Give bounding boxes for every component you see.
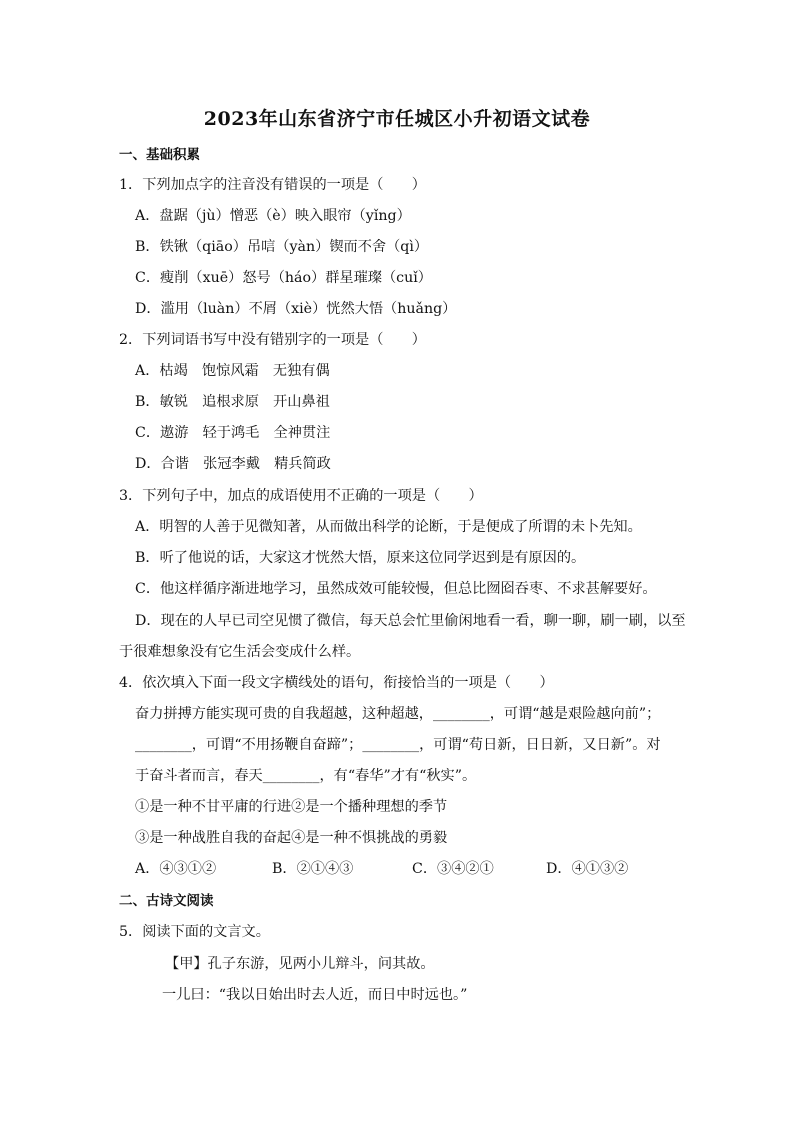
question-2-option-c: C．遨游 轻于鸿毛 全神贯注 bbox=[135, 425, 331, 441]
question-3-option-d-continued: 于很难想象没有它生活会变成什么样。 bbox=[119, 644, 361, 660]
question-2-option-d: D．合谐 张冠李戴 精兵简政 bbox=[135, 456, 331, 472]
question-1-option-b: B．铁锹（qiāo）吊唁（yàn）锲而不舍（qì） bbox=[135, 239, 429, 255]
question-2-option-a: A．枯竭 饱惊风霜 无独有偶 bbox=[135, 363, 330, 379]
question-4-item-line-2: ③是一种战胜自我的奋起④是一种不惧挑战的勇毅 bbox=[135, 830, 448, 846]
question-1-stem: 1．下列加点字的注音没有错误的一项是（ ） bbox=[119, 177, 426, 193]
question-2-stem: 2．下列词语书写中没有错别字的一项是（ ） bbox=[119, 332, 426, 348]
question-3-option-d: D．现在的人早已司空见惯了微信，每天总会忙里偷闲地看一看，聊一聊，刷一刷，以至 bbox=[135, 613, 686, 629]
exam-title: 2023年山东省济宁市任城区小升初语文试卷 bbox=[203, 108, 591, 130]
question-5-text-line-2: 一儿曰：“我以日始出时去人近，而日中时远也。” bbox=[162, 987, 468, 1003]
section-heading-classical-reading: 二、古诗文阅读 bbox=[119, 893, 214, 909]
question-5-stem: 5．阅读下面的文言文。 bbox=[119, 924, 270, 940]
question-1-option-c: C．瘦削（xuē）怒号（háo）群星璀璨（cuǐ） bbox=[135, 270, 432, 286]
question-3-stem: 3．下列句子中，加点的成语使用不正确的一项是（ ） bbox=[119, 488, 483, 504]
question-4-passage-line-3: 于奋斗者而言，春天________，有“春华”才有“秋实”。 bbox=[135, 768, 477, 784]
section-heading-basics: 一、基础积累 bbox=[119, 147, 200, 163]
question-3-option-b: B．听了他说的话，大家这才恍然大悟，原来这位同学迟到是有原因的。 bbox=[135, 550, 586, 566]
question-4-passage-line-1: 奋力拼搏方能实现可贵的自我超越，这种超越，________，可谓“越是艰险越向前”； bbox=[135, 706, 661, 722]
question-5-text-line-1: 【甲】孔子东游，见两小儿辩斗，问其故。 bbox=[165, 956, 435, 972]
question-2-option-b: B．敏锐 追根求原 开山鼻祖 bbox=[135, 394, 330, 410]
question-1-option-a: A．盘踞（jù）憎恶（è）映入眼帘（yǐng） bbox=[135, 208, 411, 224]
question-4-item-line-1: ①是一种不甘平庸的行进②是一个播种理想的季节 bbox=[135, 799, 448, 815]
question-4-passage-line-2: ________，可谓“不用扬鞭自奋蹄”；________，可谓“苟日新，日日新，又日新”。对 bbox=[135, 737, 661, 753]
question-1-option-d: D．滥用（luàn）不屑（xiè）恍然大悟（huǎng） bbox=[135, 301, 457, 317]
question-3-option-c: C．他这样循序渐进地学习，虽然成效可能较慢，但总比囫囵吞枣、不求甚解要好。 bbox=[135, 581, 657, 597]
question-4-choice-d: D．④①③② bbox=[546, 861, 629, 877]
question-3-option-a: A．明智的人善于见微知著，从而做出科学的论断，于是便成了所谓的未卜先知。 bbox=[135, 519, 642, 535]
question-4-choice-a: A．④③①② bbox=[135, 861, 217, 877]
question-4-choice-b: B．②①④③ bbox=[272, 861, 354, 877]
question-4-choice-c: C．③④②① bbox=[412, 861, 494, 877]
question-4-stem: 4．依次填入下面一段文字横线处的语句，衔接恰当的一项是（ ） bbox=[119, 675, 554, 691]
